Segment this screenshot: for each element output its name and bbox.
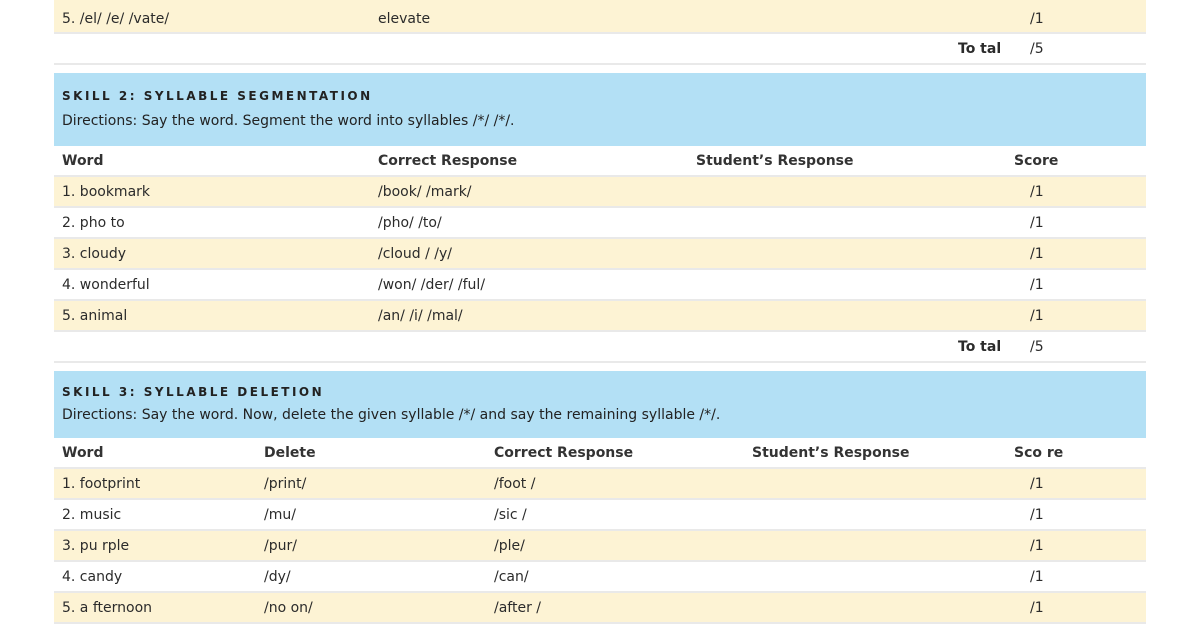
score-cell: /1 <box>1030 215 1044 231</box>
score-cell: /1 <box>1030 538 1044 554</box>
table-row <box>54 301 1146 332</box>
total-label: To tal <box>958 339 1002 355</box>
word-cell: 3. pu rple <box>62 538 130 554</box>
table-row <box>54 0 1146 34</box>
table-row <box>54 208 1146 239</box>
word-cell: 2. music <box>62 507 122 523</box>
header-student-response: Student’s Response <box>752 445 910 461</box>
correct-response-cell: /can/ <box>494 569 529 585</box>
correct-response-cell: /cloud / /y/ <box>378 246 452 262</box>
skill-directions: Directions: Say the word. Segment the word into syllables /*/ /*/. <box>62 113 515 129</box>
total-row <box>54 332 1146 363</box>
table-row <box>54 469 1146 500</box>
correct-response-cell: elevate <box>378 11 431 27</box>
word-cell: 5. animal <box>62 308 128 324</box>
correct-response-cell: /pho/ /to/ <box>378 215 442 231</box>
correct-response-cell: /ple/ <box>494 538 525 554</box>
word-cell: 5. /el/ /e/ /vate/ <box>62 11 170 27</box>
column-headers <box>54 438 1146 469</box>
total-row <box>54 34 1146 65</box>
correct-response-cell: /an/ /i/ /mal/ <box>378 308 463 324</box>
word-cell: 5. a fternoon <box>62 600 153 616</box>
score-cell: /1 <box>1030 308 1044 324</box>
word-cell: 1. bookmark <box>62 184 151 200</box>
delete-cell: /mu/ <box>264 507 296 523</box>
header-correct-response: Correct Response <box>494 445 634 461</box>
table-row <box>54 562 1146 593</box>
skill-2-header <box>54 73 1146 146</box>
skill-title: SKILL 2: SYLLABLE SEGMENTATION <box>62 89 373 103</box>
header-score: Sco re <box>1014 445 1064 461</box>
column-headers <box>54 146 1146 177</box>
correct-response-cell: /won/ /der/ /ful/ <box>378 277 486 293</box>
skill-title: SKILL 3: SYLLABLE DELETION <box>62 385 325 399</box>
correct-response-cell: /foot / <box>494 476 536 492</box>
header-word: Word <box>62 153 104 169</box>
header-student-response: Student’s Response <box>696 153 854 169</box>
score-cell: /1 <box>1030 246 1044 262</box>
assessment-sheet <box>54 0 1146 624</box>
header-word: Word <box>62 445 104 461</box>
skill-directions: Directions: Say the word. Now, delete the given syllable /*/ and say the remaining syllable /*/. <box>62 407 721 423</box>
score-cell: /1 <box>1030 507 1044 523</box>
score-cell: /1 <box>1030 600 1044 616</box>
correct-response-cell: /sic / <box>494 507 527 523</box>
score-cell: /1 <box>1030 184 1044 200</box>
score-cell: /1 <box>1030 569 1044 585</box>
header-score: Score <box>1014 153 1059 169</box>
delete-cell: /print/ <box>264 476 307 492</box>
correct-response-cell: /after / <box>494 600 542 616</box>
table-row <box>54 239 1146 270</box>
word-cell: 4. wonderful <box>62 277 150 293</box>
word-cell: 3. cloudy <box>62 246 127 262</box>
word-cell: 1. footprint <box>62 476 141 492</box>
correct-response-cell: /book/ /mark/ <box>378 184 472 200</box>
score-cell: /1 <box>1030 277 1044 293</box>
total-label: To tal <box>958 41 1002 57</box>
table-row <box>54 531 1146 562</box>
table-row <box>54 177 1146 208</box>
header-delete: Delete <box>264 445 316 461</box>
table-row <box>54 593 1146 624</box>
delete-cell: /no on/ <box>264 600 313 616</box>
word-cell: 4. candy <box>62 569 123 585</box>
score-cell: /1 <box>1030 11 1044 27</box>
header-correct-response: Correct Response <box>378 153 518 169</box>
skill-3-header <box>54 371 1146 438</box>
total-value: /5 <box>1030 41 1044 57</box>
delete-cell: /pur/ <box>264 538 297 554</box>
total-value: /5 <box>1030 339 1044 355</box>
word-cell: 2. pho to <box>62 215 125 231</box>
table-row <box>54 270 1146 301</box>
table-row <box>54 500 1146 531</box>
delete-cell: /dy/ <box>264 569 291 585</box>
score-cell: /1 <box>1030 476 1044 492</box>
